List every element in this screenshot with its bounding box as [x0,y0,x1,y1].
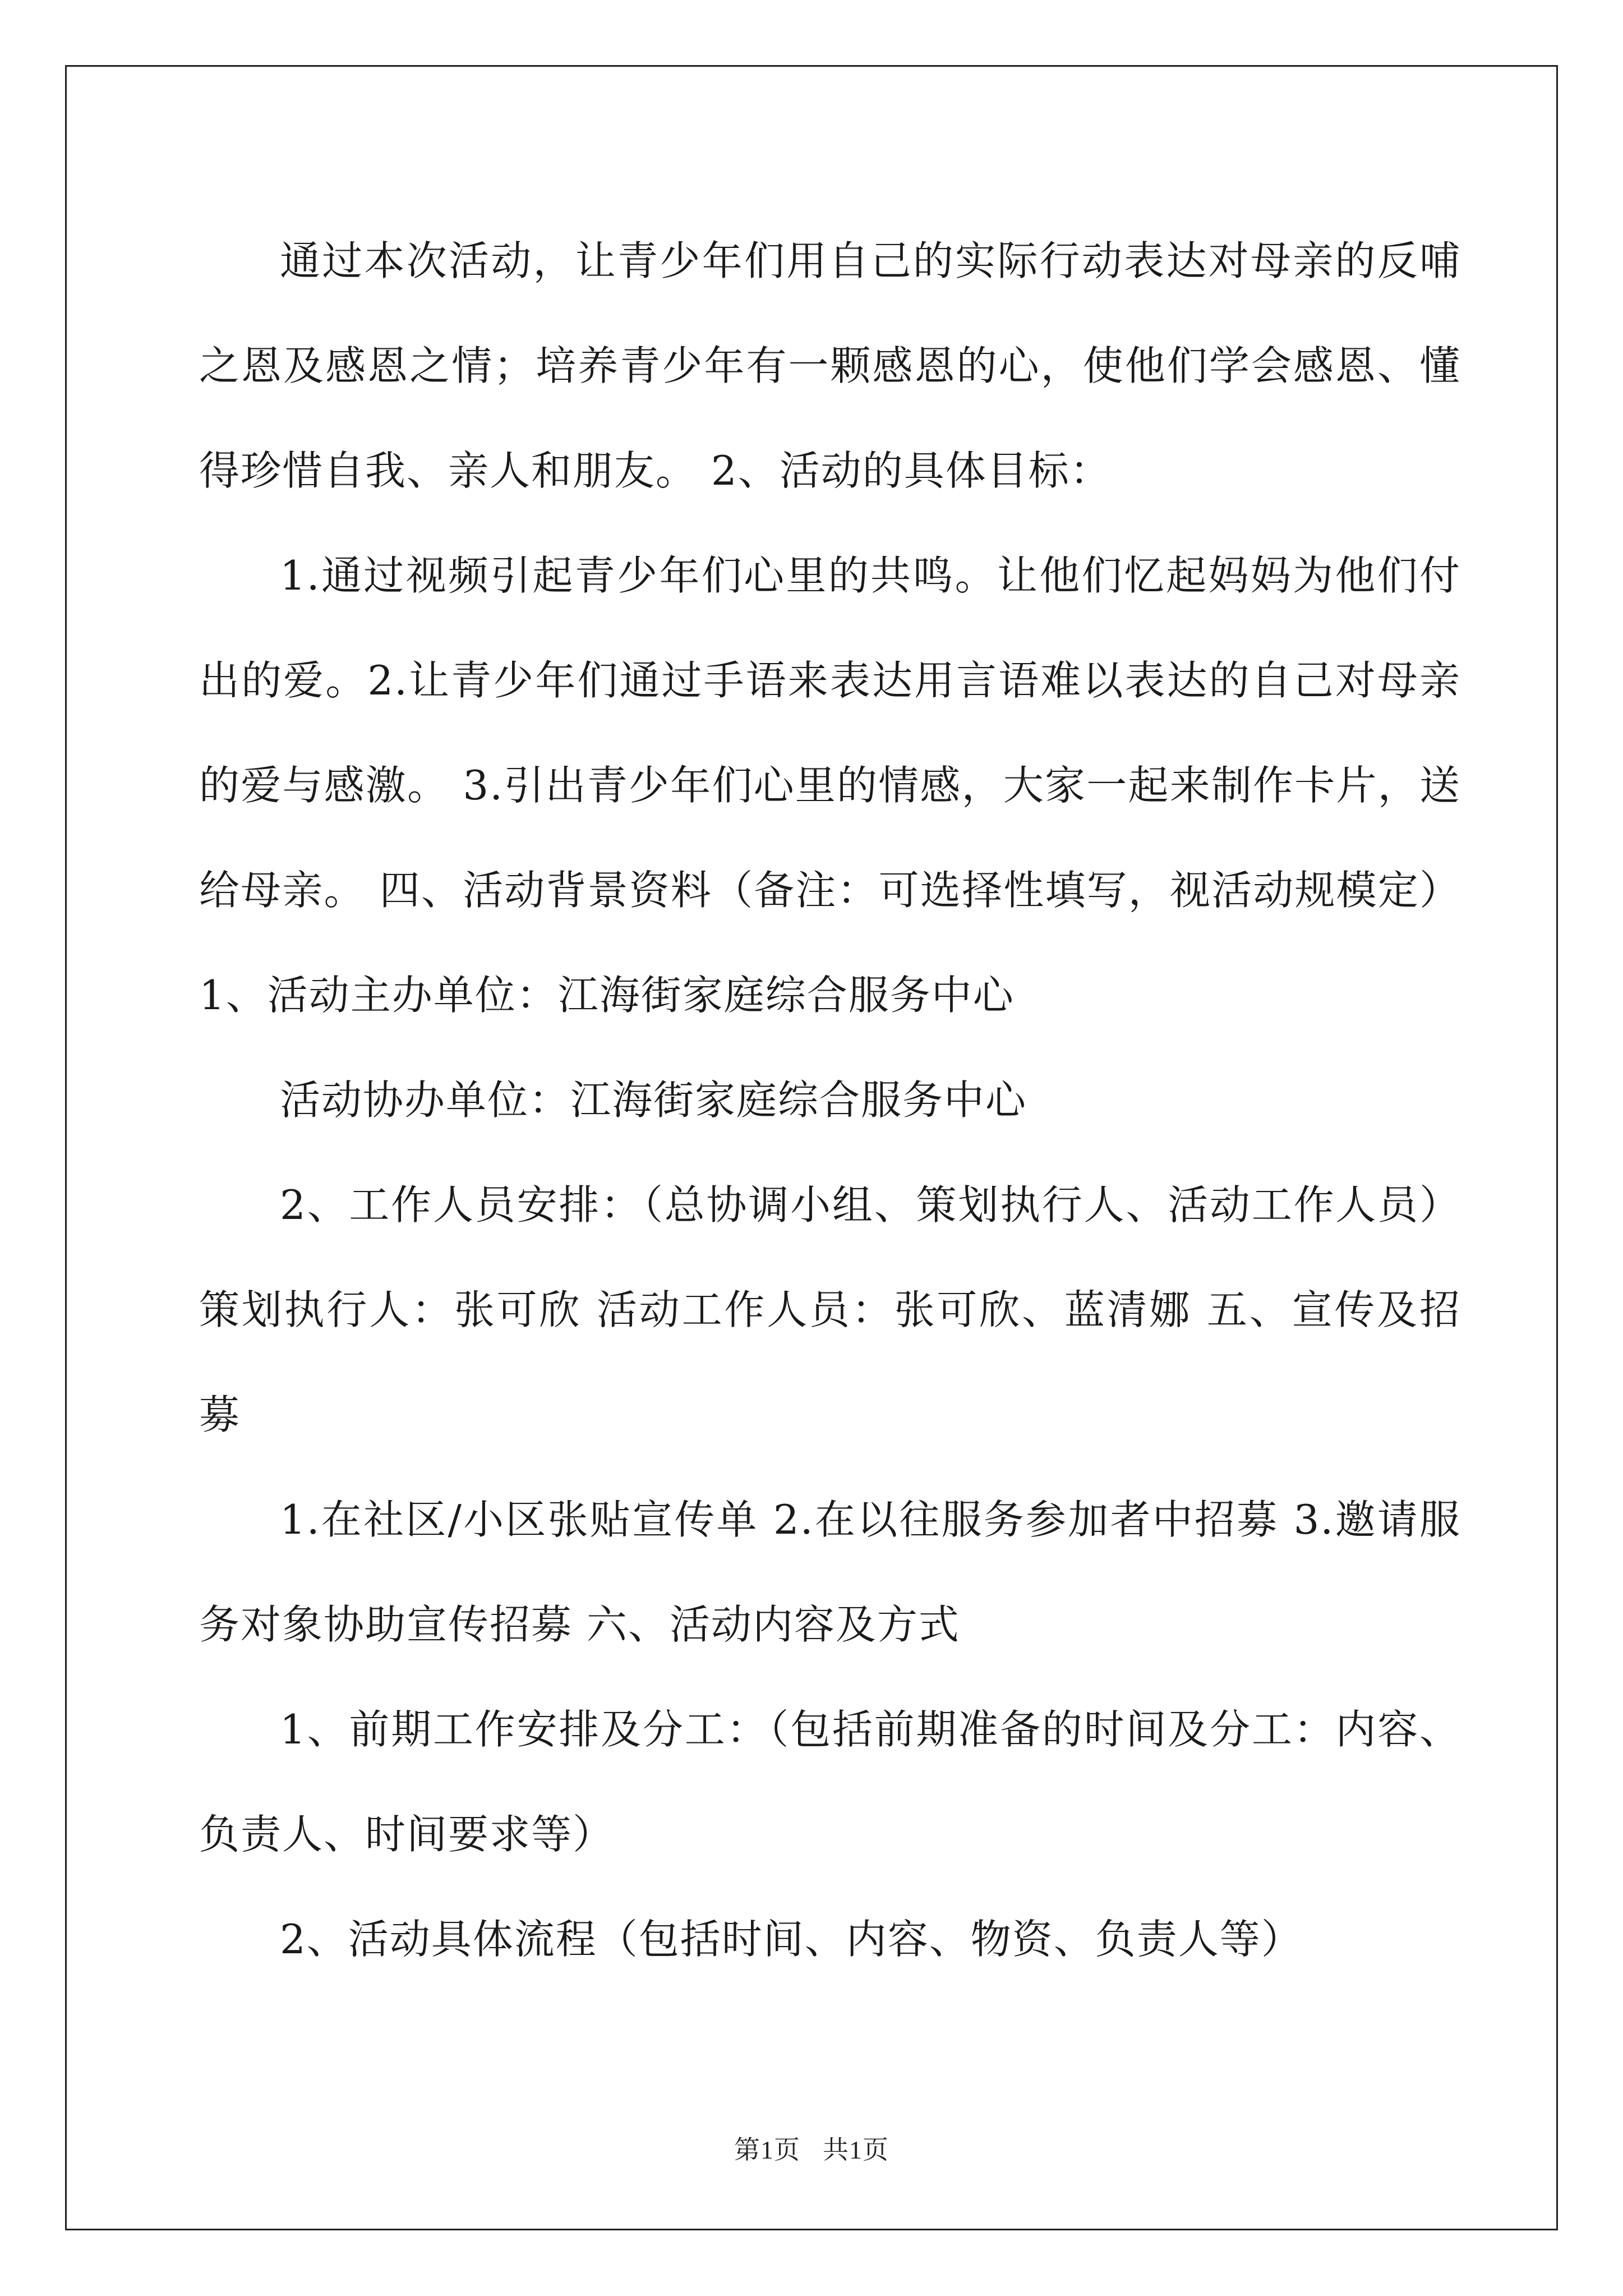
paragraph-6: 1、前期工作安排及分工：（包括前期准备的时间及分工：内容、负责人、时间要求等） [199,1706,1461,1858]
paragraph-7: 2、活动具体流程（包括时间、内容、物资、负责人等） [280,1916,1303,1963]
page-footer [0,2129,1623,2166]
document-body [199,209,1461,1992]
paragraph-1: 通过本次活动，让青少年们用自己的实际行动表达对母亲的反哺之恩及感恩之情；培养青少年有一颗感恩的心，使他们学会感恩、懂得珍惜自我、亲人和朋友。 2、活动的具体目标： [199,237,1461,494]
paragraph-2: 1.通过视频引起青少年们心里的共鸣。让他们忆起妈妈为他们付出的爱。2.让青少年们通过手语来表达用言语难以表达的自己对母亲的爱与感激。 3.引出青少年们心里的情感，大家一起来制作卡片，送给母亲。 四、活动背景资料（备注：可选择性填写，视活动规模定）1、活动主办单位：江海街家庭综合服务中心 [199,552,1461,1019]
paragraph-4: 2、工作人员安排：（总协调小组、策划执行人、活动工作人员）策划执行人：张可欣 活动工作人员：张可欣、蓝清娜 五、宣传及招募 [199,1181,1461,1438]
page-number-current: 第1页 [734,2136,800,2164]
paragraph-3: 活动协办单位：江海街家庭综合服务中心 [280,1076,1027,1124]
page-number-total: 共1页 [823,2136,889,2164]
paragraph-5: 1.在社区/小区张贴宣传单 2.在以往服务参加者中招募 3.邀请服务对象协助宣传招募 六、活动内容及方式 [199,1496,1461,1648]
